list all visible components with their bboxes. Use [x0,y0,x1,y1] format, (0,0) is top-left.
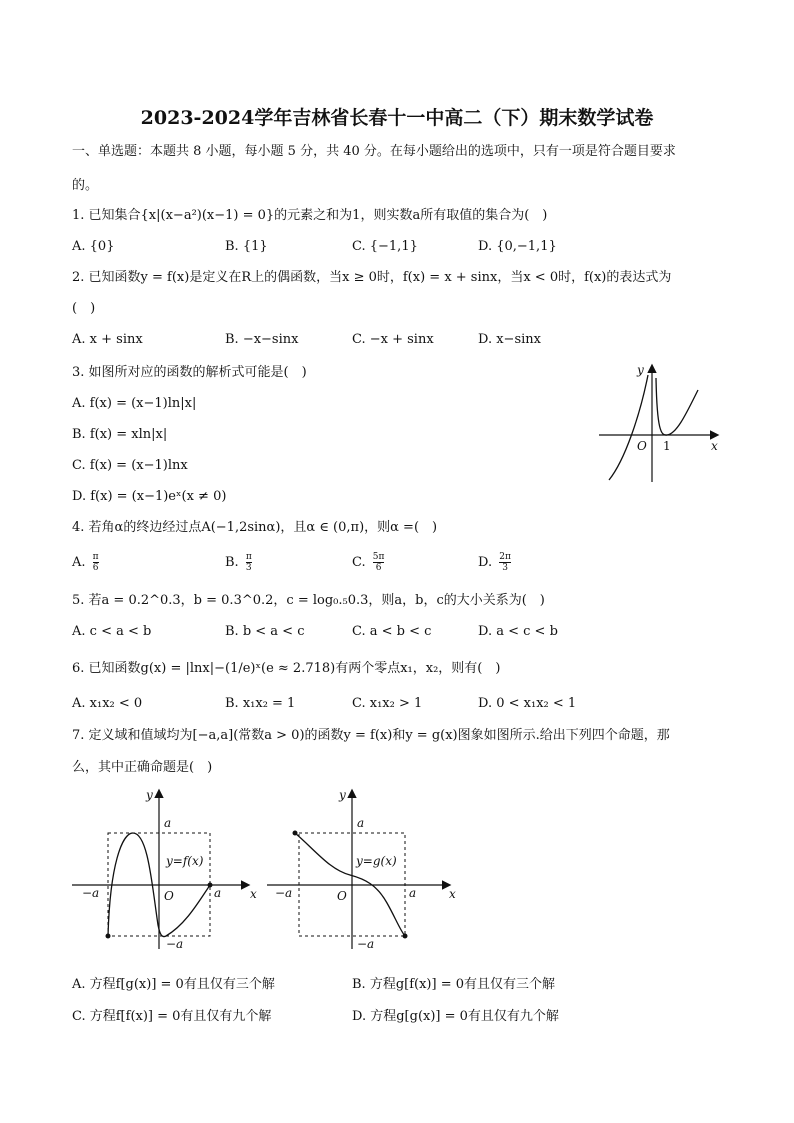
q3-curve-right [656,378,698,435]
page-title: 2023-2024学年吉林省长春十一中高二（下）期末数学试卷 [140,107,654,129]
q4-option-c: C. $\frac{5\pi}{6}$ [352,552,385,573]
q7-f-y-label: y [146,788,153,802]
section-header: 一、单选题：本题共 8 小题，每小题 5 分，共 40 分。在每小题给出的选项中，只有一项是符合题目要求 [72,144,676,159]
q2-option-a: A. x + sinx [72,332,143,347]
q4-option-a: A. $\frac{\pi}{6}$ [72,552,99,573]
q7-option-a: A. 方程f[g(x)] = 0有且仅有三个解 [72,977,275,992]
q1-option-c: C. {−1,1} [352,239,418,254]
q7-f-neg-a-bottom: −a [166,937,184,951]
q3-stem: 3. 如图所对应的函数的解析式可能是( ) [72,365,307,380]
q3-option-b: B. f(x) = xln|x| [72,427,168,442]
q6-option-a: A. x₁x₂ < 0 [72,696,143,711]
q2-stem-cont: ( ) [72,301,96,316]
q7-f-endpoint-left [106,934,111,939]
q7-f-curve-label: y=f(x) [166,854,204,868]
q7-g-neg-a-left: −a [275,886,293,900]
q7-g-a-right: a [409,886,417,900]
q7-stem-cont: 么，其中正确命题是( ) [72,760,213,775]
q7-g-x-label: x [449,887,456,901]
q5-option-c: C. a < b < c [352,624,432,639]
q7-g-a-top: a [357,816,365,830]
q7-f-x-label: x [250,887,257,901]
q7-g-y-label: y [339,788,346,802]
q7-stem: 7. 定义域和值域均为[−a,a](常数a > 0)的函数y = f(x)和y = g(x)图象如图所示.给出下列四个命题，那 [72,728,670,743]
q7-f-origin-label: O [164,889,174,903]
q3-option-c: C. f(x) = (x−1)lnx [72,458,188,473]
q5-option-a: A. c < a < b [72,624,152,639]
q7-graph-g [265,785,465,955]
q7-graph-f [70,785,270,955]
q6-option-b: B. x₁x₂ = 1 [225,696,296,711]
q7-f-a-right: a [214,886,222,900]
q7-f-neg-a-left: −a [82,886,100,900]
q1-option-b: B. {1} [225,239,268,254]
q6-stem: 6. 已知函数g(x) = |lnx|−(1/e)ˣ(e ≈ 2.718)有两个零点x₁，x₂，则有( ) [72,661,501,676]
q6-option-c: C. x₁x₂ > 1 [352,696,423,711]
q1-option-a: A. {0} [72,239,115,254]
q7-g-neg-a-bottom: −a [357,937,375,951]
q7-g-origin-label: O [337,889,347,903]
q4-option-b: B. $\frac{\pi}{3}$ [225,552,252,573]
section-header-cont: 的。 [72,178,99,193]
q3-option-a: A. f(x) = (x−1)ln|x| [72,396,197,411]
q3-graph [595,360,725,485]
q7-option-c: C. 方程f[f(x)] = 0有且仅有九个解 [72,1009,272,1024]
q7-g-endpoint-right [403,934,408,939]
q4-stem: 4. 若角α的终边经过点A(−1,2sinα)，且α ∈ (0,π)，则α =( ) [72,520,438,535]
q4-option-d: D. $\frac{2\pi}{3}$ [478,552,511,573]
q3-origin-label: O [637,439,647,453]
q7-g-curve-label: y=g(x) [356,854,397,868]
q2-option-d: D. x−sinx [478,332,541,347]
q7-f-endpoint-right [208,883,213,888]
q7-g-endpoint-left [293,831,298,836]
q7-option-b: B. 方程g[f(x)] = 0有且仅有三个解 [352,977,555,992]
q2-option-c: C. −x + sinx [352,332,434,347]
q3-one-label: 1 [663,439,671,453]
q1-option-d: D. {0,−1,1} [478,239,557,254]
q3-x-label: x [711,439,718,453]
q1-stem: 1. 已知集合{x|(x−a²)(x−1) = 0}的元素之和为1，则实数a所有取值的集合为( ) [72,208,548,223]
q3-y-label: y [637,363,644,377]
q5-option-d: D. a < c < b [478,624,558,639]
q2-option-b: B. −x−sinx [225,332,299,347]
q2-stem: 2. 已知函数y = f(x)是定义在R上的偶函数，当x ≥ 0时，f(x) = x + sinx，当x < 0时，f(x)的表达式为 [72,270,672,285]
q7-option-d: D. 方程g[g(x)] = 0有且仅有九个解 [352,1009,559,1024]
q3-option-d: D. f(x) = (x−1)eˣ(x ≠ 0) [72,489,227,504]
q3-curve-left [609,375,648,480]
q5-option-b: B. b < a < c [225,624,305,639]
q7-f-a-top: a [164,816,172,830]
q5-stem: 5. 若a = 0.2^0.3，b = 0.3^0.2，c = log₀.₅0.3，则a，b，c的大小关系为( ) [72,593,545,608]
q6-option-d: D. 0 < x₁x₂ < 1 [478,696,577,711]
